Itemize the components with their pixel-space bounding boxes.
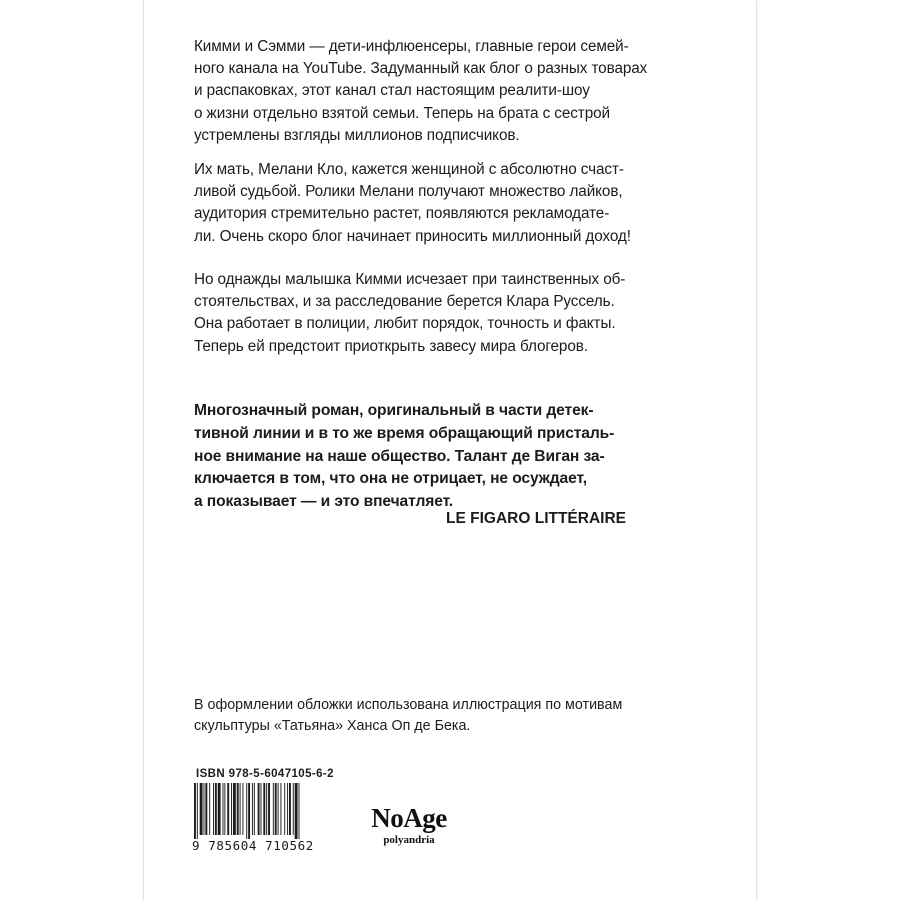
text-line: и распаковках, этот канал стал настоящим реалити-шоу [194, 82, 590, 100]
barcode-bar [227, 783, 229, 835]
barcode-bar [295, 783, 298, 839]
text-line: ного канала на YouTube. Задуманный как блог о разных товарах [194, 60, 648, 78]
barcode-bar [287, 783, 288, 835]
barcode-bar [205, 783, 207, 835]
barcode-bar [263, 783, 265, 835]
barcode-bar [278, 783, 279, 835]
publisher-logo-sub: polyandria [383, 834, 435, 846]
barcode-bar [224, 783, 225, 835]
barcode-bar [273, 783, 274, 835]
isbn-label: ISBN 978-5-6047105-6-2 [196, 768, 334, 780]
credit-line: скульптуры «Татьяна» Ханса Оп де Бека. [194, 718, 471, 734]
barcode-bar [275, 783, 277, 835]
quote-line: ное внимание на наше общество. Талант де Виган за- [194, 447, 605, 465]
barcode-digits: 9 785604 710562 [192, 838, 314, 853]
text-line: стоятельствах, и за расследование берется Клара Руссель. [194, 293, 615, 311]
barcode-bar [213, 783, 214, 835]
description-paragraph-2 [194, 159, 704, 248]
barcode-bar [280, 783, 281, 835]
barcode-bar [246, 783, 247, 839]
publisher-logo-main: NoAge [371, 803, 447, 833]
quote-line: ключается в том, что она не отрицает, не осуждает, [194, 470, 588, 488]
quote-line: Многозначный роман, оригинальный в части детек- [194, 402, 594, 419]
barcode-bar [293, 783, 294, 835]
barcode-bar [209, 783, 210, 835]
barcode-bar [266, 783, 267, 835]
barcode-bar [240, 783, 241, 835]
barcode-bar [231, 783, 232, 835]
barcode-bar [268, 783, 270, 835]
description-paragraph-3 [194, 269, 704, 358]
barcode-bar [258, 783, 260, 835]
barcode-bar [289, 783, 291, 835]
barcode-bar [194, 783, 196, 839]
barcode-bar [248, 783, 250, 839]
barcode-bar [215, 783, 217, 835]
text-line: аудитория стремительно растет, появляются рекламодате- [194, 205, 610, 223]
barcode-bar [237, 783, 239, 835]
text-line: ливой судьбой. Ролики Мелани получают множество лайков, [194, 183, 623, 201]
barcode-bar [261, 783, 262, 835]
credit-line: В оформлении обложки использована иллюстрация по мотивам [194, 697, 623, 713]
description-paragraph-1 [194, 36, 704, 147]
text-line: Теперь ей предстоит приоткрыть завесу мира блогеров. [194, 337, 588, 355]
text-line: устремлены взгляды миллионов подписчиков. [194, 126, 520, 144]
illustration-credit [194, 695, 704, 737]
barcode-bar [242, 783, 243, 835]
barcode-bar [218, 783, 221, 835]
book-back-cover [143, 0, 757, 900]
barcode-bar [200, 783, 203, 835]
barcode-bar [223, 783, 224, 835]
text-line: Но однажды малышка Кимми исчезает при таинственных об- [194, 271, 626, 288]
barcode-bars [192, 783, 332, 839]
text-line: о жизни отдельно взятой семьи. Теперь на брата с сестрой [194, 104, 610, 122]
review-source: LE FIGARO LITTÉRAIRE [446, 510, 626, 527]
barcode-bar [284, 783, 285, 835]
barcode-bar [204, 783, 205, 835]
quote-line: а показывает — и это впечатляет. [194, 493, 454, 511]
quote-line: тивной линии и в то же время обращающий присталь- [194, 424, 615, 442]
text-line: Она работает в полиции, любит порядок, точность и факты. [194, 315, 616, 333]
text-line: ли. Очень скоро блог начинает приносить миллионный доход! [194, 227, 631, 245]
text-line: Их мать, Мелани Кло, кажется женщиной с абсолютно счаст- [194, 161, 624, 178]
barcode-bar [254, 783, 255, 835]
text-line: Кимми и Сэмми — дети-инфлюенсеры, главные герои семей- [194, 38, 629, 55]
barcode-bar [233, 783, 236, 835]
barcode-bar [252, 783, 253, 835]
publisher-logo [354, 803, 464, 847]
barcode-bar [299, 783, 300, 839]
review-quote [194, 400, 704, 514]
barcode-bar [197, 783, 198, 839]
